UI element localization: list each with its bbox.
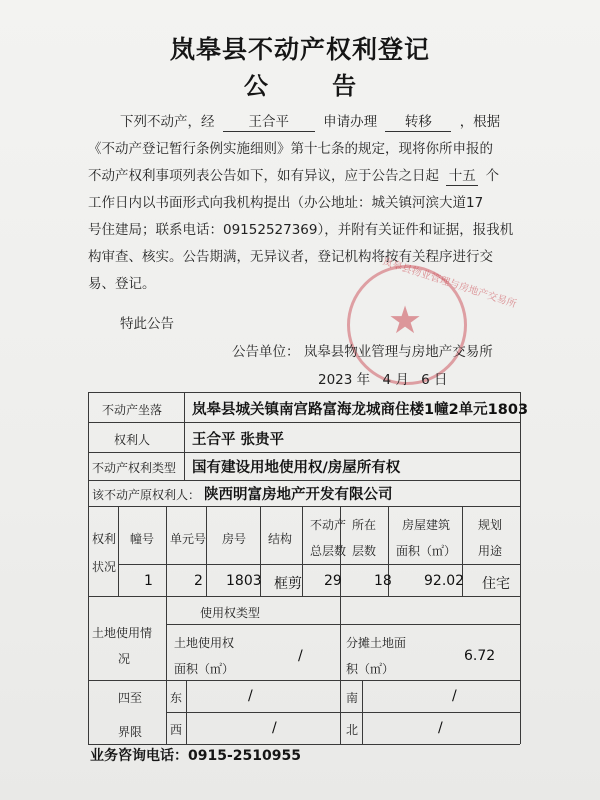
header-unit: 单元号 [170, 532, 207, 546]
official-seal [347, 256, 518, 385]
table-rule [88, 392, 520, 393]
boundary-south-value: / [452, 688, 457, 704]
body-line-4: 工作日内以书面形式向我机构提出（办公地址：城关镇河滨大道17 [88, 195, 484, 211]
seal-star-icon: ★ [388, 298, 423, 342]
boundary-label-2: 界限 [118, 725, 143, 739]
body-line-5: 号住建局；联系电话：09152527369），并附有关证件和证据，报我机 [88, 222, 514, 238]
date-day: 6 [421, 372, 430, 388]
status-label-1: 权利 [92, 532, 117, 546]
header-use-2: 用途 [478, 544, 503, 558]
header-use-1: 规划 [478, 518, 503, 532]
issuing-unit-name: 岚皋县物业管理与房地产交易所 [303, 344, 493, 360]
table-rule [166, 506, 167, 744]
line1-suffix: ，根据 [459, 114, 501, 130]
value-room: 1803 [226, 573, 262, 589]
table-rule [184, 392, 185, 480]
issuing-unit [232, 340, 493, 360]
objection-days: 十五 [446, 167, 478, 186]
table-rule [88, 596, 520, 597]
land-label-1: 土地使用情 [92, 626, 153, 640]
table-rule [88, 480, 520, 481]
value-floor: 18 [374, 573, 392, 589]
owner-label: 权利人 [114, 433, 151, 447]
table-rule [88, 392, 89, 744]
value-use: 住宅 [482, 576, 510, 592]
shared-area-label-1: 分摊土地面 [346, 636, 407, 650]
notice-date [318, 368, 448, 388]
body-line-6: 构审查、核实。公告期满，无异议者，登记机构将按有关程序进行交 [88, 249, 493, 265]
land-label-2: 况 [118, 652, 131, 666]
header-area-2: 面积（㎡） [396, 544, 457, 558]
land-area-value: / [298, 648, 303, 664]
date-year: 2023 [318, 372, 353, 388]
table-rule [118, 506, 119, 596]
body-line-1 [120, 110, 500, 132]
status-label-2: 状况 [92, 560, 117, 574]
location-label: 不动产坐落 [102, 403, 163, 417]
boundary-north-value: / [438, 720, 443, 736]
rights-type-value: 国有建设用地使用权/房屋所有权 [192, 460, 401, 476]
body-line-3 [88, 164, 499, 186]
value-total-floors: 29 [324, 573, 342, 589]
table-rule [186, 680, 187, 744]
header-building: 幢号 [130, 532, 155, 546]
header-floor-2: 层数 [352, 544, 377, 558]
boundary-west-label: 西 [170, 723, 183, 737]
location-value: 岚皋县城关镇南宫路富海龙城商住楼1幢2单元1803 [192, 402, 529, 418]
value-area: 92.02 [424, 573, 465, 589]
issuing-unit-label: 公告单位： [232, 344, 300, 360]
value-building: 1 [144, 573, 153, 589]
date-month: 4 [382, 372, 392, 388]
boundary-north-label: 北 [346, 723, 359, 737]
line3-prefix: 不动产权利事项列表公告如下，如有异议，应于公告之日起 [88, 168, 439, 184]
table-rule [206, 506, 207, 596]
body-line-7: 易、登记。 [88, 276, 156, 292]
rights-type-label: 不动产权利类型 [92, 461, 177, 475]
land-area-label-2: 面积（㎡） [174, 662, 235, 676]
land-area-label-1: 土地使用权 [174, 636, 235, 650]
header-floor-1: 所在 [352, 518, 377, 532]
table-rule [166, 712, 520, 713]
table-rule [88, 452, 520, 453]
date-year-unit: 年 [356, 372, 371, 388]
header-area-1: 房屋建筑 [402, 518, 451, 532]
business-type: 转移 [385, 113, 451, 132]
notice-subtitle: 公 告 [243, 72, 385, 100]
notice-title: 岚皋县不动产权利登记 [169, 35, 430, 64]
header-room: 房号 [222, 532, 247, 546]
date-month-unit: 月 [395, 372, 409, 388]
boundary-east-value: / [248, 688, 253, 704]
table-rule [88, 422, 520, 423]
original-owner-value: 陕西明富房地产开发有限公司 [204, 487, 393, 503]
owner-value: 王合平 张贵平 [192, 432, 285, 448]
line1-middle: 申请办理 [323, 114, 378, 130]
consult-phone: 业务咨询电话：0915-2510955 [90, 748, 301, 764]
table-rule [88, 506, 520, 507]
date-day-unit: 日 [434, 372, 448, 388]
special-notice: 特此公告 [120, 316, 174, 332]
shared-area-value: 6.72 [464, 648, 496, 664]
line1-prefix: 下列不动产，经 [120, 114, 215, 130]
seal-text: 岚皋县物业管理与房地产交易所 [381, 256, 518, 311]
boundary-east-label: 东 [170, 691, 183, 705]
table-rule [302, 506, 303, 596]
boundary-west-value: / [272, 720, 277, 736]
use-right-type-label: 使用权类型 [200, 606, 261, 620]
table-rule [520, 392, 521, 744]
table-rule [166, 624, 520, 625]
body-line-2: 《不动产登记暂行条例实施细则》第十七条的规定，现将你所申报的 [88, 141, 493, 157]
table-rule [118, 564, 520, 565]
table-rule [362, 680, 363, 744]
original-owner-label: 该不动产原权利人： [92, 488, 201, 502]
boundary-south-label: 南 [346, 691, 359, 705]
shared-area-label-2: 积（㎡） [346, 662, 395, 676]
value-structure: 框剪 [274, 576, 302, 592]
header-total-floors-2: 总层数 [310, 544, 347, 558]
table-rule [88, 680, 520, 681]
value-unit: 2 [194, 573, 203, 589]
line3-suffix: 个 [485, 168, 500, 184]
boundary-label-1: 四至 [118, 691, 143, 705]
property-table [88, 392, 529, 744]
header-structure: 结构 [268, 532, 293, 546]
applicant-name: 王合平 [223, 113, 315, 132]
header-total-floors-1: 不动产 [310, 518, 347, 532]
